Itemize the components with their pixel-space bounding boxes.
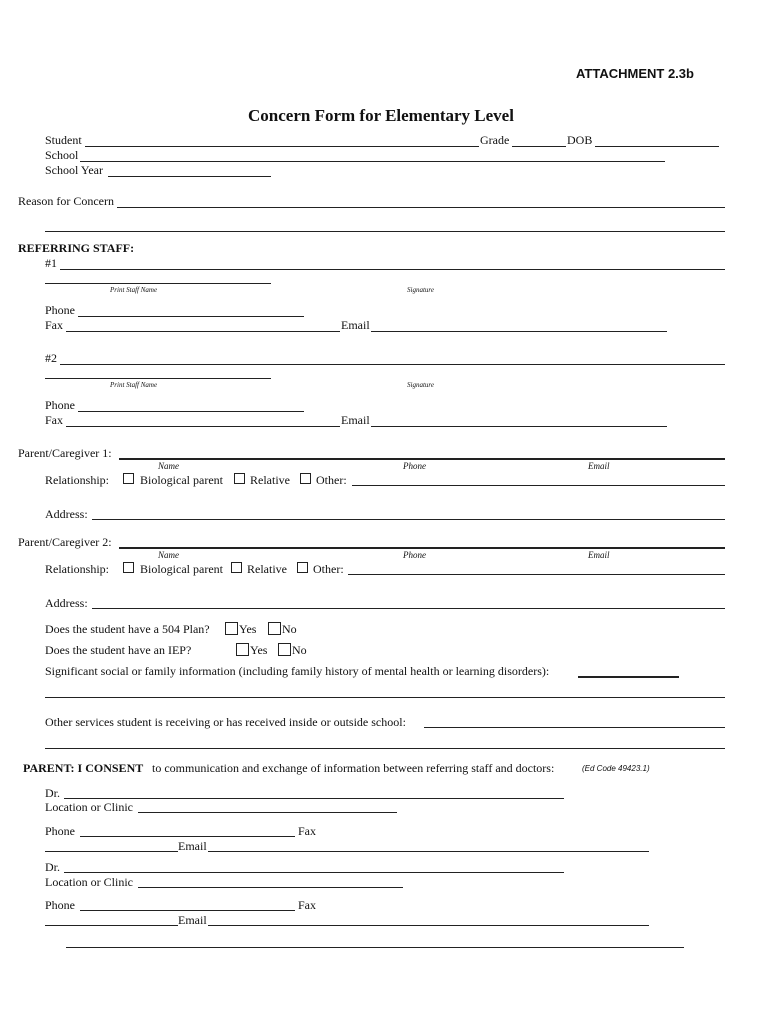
other-services-question: Other services student is receiving or has received inside or outside school: xyxy=(45,715,406,729)
parent1-phone-caption: Phone xyxy=(403,461,426,471)
parent1-relative-label: Relative xyxy=(250,473,290,487)
parent1-address-label: Address: xyxy=(45,507,88,521)
parent2-bio-label: Biological parent xyxy=(140,562,223,576)
staff1-print-name-field[interactable] xyxy=(45,283,271,284)
parent1-field[interactable] xyxy=(119,458,725,460)
significant-info-field-2[interactable] xyxy=(45,697,725,698)
page-title: Concern Form for Elementary Level xyxy=(248,106,514,125)
plan504-question: Does the student have a 504 Plan? xyxy=(45,622,210,636)
parent1-address-field[interactable] xyxy=(92,519,725,520)
staff2-email-label: Email xyxy=(341,413,370,427)
parent1-relative-checkbox[interactable] xyxy=(234,473,245,484)
staff1-line[interactable] xyxy=(60,269,725,270)
staff2-phone-label: Phone xyxy=(45,398,75,412)
doctor1-phone-label: Phone xyxy=(45,824,75,838)
staff2-fax-label: Fax xyxy=(45,413,63,427)
staff1-email-label: Email xyxy=(341,318,370,332)
parent2-address-field[interactable] xyxy=(92,608,725,609)
significant-info-question: Significant social or family information (including family history of mental health or learning disorders): xyxy=(45,664,550,678)
staff2-signature-caption: Signature xyxy=(407,381,434,389)
parent2-bio-checkbox[interactable] xyxy=(123,562,134,573)
staff1-number: #1 xyxy=(45,256,57,270)
dob-field[interactable] xyxy=(595,146,719,147)
parent1-label: Parent/Caregiver 1: xyxy=(18,446,112,460)
parent2-field[interactable] xyxy=(119,547,725,549)
doctor1-field[interactable] xyxy=(64,798,564,799)
doctor1-email-label: Email xyxy=(178,839,207,853)
grade-label: Grade xyxy=(480,133,510,147)
reason-label: Reason for Concern xyxy=(18,194,114,208)
staff2-number: #2 xyxy=(45,351,57,365)
doctor2-field[interactable] xyxy=(64,872,564,873)
doctor2-location-field[interactable] xyxy=(138,887,403,888)
staff1-phone-label: Phone xyxy=(45,303,75,317)
doctor2-label: Dr. xyxy=(45,860,60,874)
parent2-relative-checkbox[interactable] xyxy=(231,562,242,573)
parent1-bio-checkbox[interactable] xyxy=(123,473,134,484)
school-field[interactable] xyxy=(80,161,665,162)
staff2-fax-field[interactable] xyxy=(66,426,340,427)
parent2-name-caption: Name xyxy=(158,550,179,560)
other-services-field-2[interactable] xyxy=(45,748,725,749)
doctor1-location-label: Location or Clinic xyxy=(45,800,133,814)
staff2-print-name-caption: Print Staff Name xyxy=(110,381,158,389)
iep-no-checkbox[interactable] xyxy=(278,643,291,656)
other-services-field[interactable] xyxy=(424,727,725,728)
doctor1-label: Dr. xyxy=(45,786,60,800)
plan504-no-label: No xyxy=(282,622,297,636)
doctor2-fax-label: Fax xyxy=(298,898,316,912)
doctor2-email-field[interactable] xyxy=(208,925,649,926)
doctor1-location-field[interactable] xyxy=(138,812,397,813)
staff2-line[interactable] xyxy=(60,364,725,365)
student-field[interactable] xyxy=(85,146,479,147)
doctor1-fax-label: Fax xyxy=(298,824,316,838)
parent2-relationship-label: Relationship: xyxy=(45,562,109,576)
school-year-label: School Year xyxy=(45,163,104,177)
staff1-print-name-caption: Print Staff Name xyxy=(110,286,158,294)
doctor2-phone-label: Phone xyxy=(45,898,75,912)
staff1-fax-field[interactable] xyxy=(66,331,340,332)
plan504-yes-label: Yes xyxy=(239,622,257,636)
doctor2-phone-field[interactable] xyxy=(80,910,295,911)
parent1-other-field[interactable] xyxy=(352,485,725,486)
parent2-other-label: Other: xyxy=(313,562,344,576)
school-year-field[interactable] xyxy=(108,176,271,177)
dob-label: DOB xyxy=(567,133,593,147)
staff2-email-field[interactable] xyxy=(371,426,667,427)
parent2-relative-label: Relative xyxy=(247,562,287,576)
attachment-label: ATTACHMENT 2.3b xyxy=(576,66,694,81)
reason-field-2[interactable] xyxy=(45,231,725,232)
staff1-fax-label: Fax xyxy=(45,318,63,332)
consent-bold: PARENT: I CONSENT xyxy=(23,761,144,775)
doctor2-email-label: Email xyxy=(178,913,207,927)
school-label: School xyxy=(45,148,79,162)
staff1-signature-caption: Signature xyxy=(407,286,434,294)
doctor2-location-label: Location or Clinic xyxy=(45,875,133,889)
significant-info-field[interactable] xyxy=(578,676,679,678)
consent-text: to communication and exchange of information between referring staff and doctors: xyxy=(152,761,555,775)
parent2-email-caption: Email xyxy=(588,550,610,560)
staff1-email-field[interactable] xyxy=(371,331,667,332)
iep-yes-checkbox[interactable] xyxy=(236,643,249,656)
parent2-other-field[interactable] xyxy=(348,574,725,575)
reason-field[interactable] xyxy=(117,207,725,208)
staff1-phone-field[interactable] xyxy=(78,316,304,317)
doctor1-email-field[interactable] xyxy=(208,851,649,852)
plan504-no-checkbox[interactable] xyxy=(268,622,281,635)
grade-field[interactable] xyxy=(512,146,566,147)
parent2-other-checkbox[interactable] xyxy=(297,562,308,573)
staff2-phone-field[interactable] xyxy=(78,411,304,412)
iep-question: Does the student have an IEP? xyxy=(45,643,192,657)
iep-yes-label: Yes xyxy=(250,643,268,657)
referring-staff-heading: REFERRING STAFF: xyxy=(18,241,135,255)
student-label: Student xyxy=(45,133,82,147)
parent1-other-checkbox[interactable] xyxy=(300,473,311,484)
final-line[interactable] xyxy=(66,947,684,948)
parent2-label: Parent/Caregiver 2: xyxy=(18,535,112,549)
parent1-email-caption: Email xyxy=(588,461,610,471)
doctor1-fax-field[interactable] xyxy=(45,851,178,852)
parent2-phone-caption: Phone xyxy=(403,550,426,560)
parent1-name-caption: Name xyxy=(158,461,179,471)
plan504-yes-checkbox[interactable] xyxy=(225,622,238,635)
doctor2-fax-field[interactable] xyxy=(45,925,178,926)
parent1-other-label: Other: xyxy=(316,473,347,487)
doctor1-phone-field[interactable] xyxy=(80,836,295,837)
parent1-relationship-label: Relationship: xyxy=(45,473,109,487)
iep-no-label: No xyxy=(292,643,307,657)
staff2-print-name-field[interactable] xyxy=(45,378,271,379)
ed-code: (Ed Code 49423.1) xyxy=(582,764,650,773)
parent2-address-label: Address: xyxy=(45,596,88,610)
parent1-bio-label: Biological parent xyxy=(140,473,223,487)
